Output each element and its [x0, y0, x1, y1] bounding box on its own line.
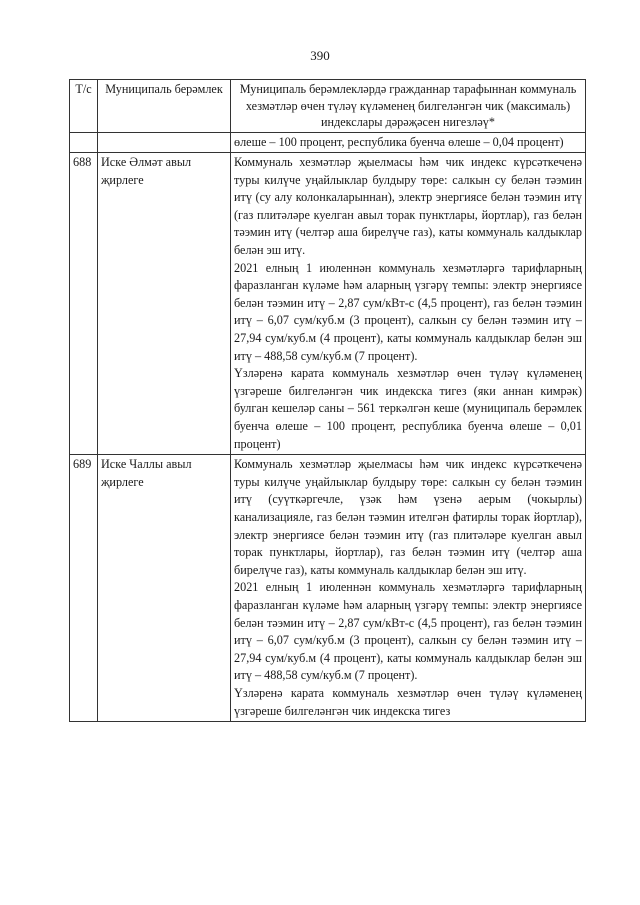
row-number: [70, 132, 98, 153]
paragraph: Үзләренә карата коммуналь хезмәтләр өчен түләү күләменең үзгәреше билгеләнгән чик индекска тигез: [234, 685, 582, 718]
row-municipality: [98, 132, 231, 153]
paragraph: Коммуналь хезмәтләр җыелмасы һәм чик индекс күрсәткеченә туры килүче уңайлыклар булдыру төре: салкын су белән тәэмин итү (суүткәргечле, үзәк һәм үзенә аерым (чокырлы) канализацияле, газ белән тәэмин ителгән фатирлы торак йортлар), электр энергиясе белән тәэмин итү (газ плитәләре куелган авыл торак пунктлары, йортлар), газ белән тәэмин итү (челтәр аша бирелүче газ), каты коммуналь калдыклар белән эш итү.: [234, 457, 582, 577]
row-municipality: Иске Әлмәт авыл җирлеге: [98, 153, 231, 455]
row-municipality: Иске Чаллы авыл җирлеге: [98, 455, 231, 722]
page-number: 390: [310, 48, 330, 63]
header-number: Т/с: [70, 80, 98, 133]
row-justification: [231, 132, 586, 153]
row-number: 689: [70, 455, 98, 722]
table-row: [70, 132, 586, 153]
paragraph: Үзләренә карата коммуналь хезмәтләр өчен түләү күләменең үзгәреше билгеләнгән чик индекска тигез (яки аннан кимрәк) булган кешеләр саны – 561 теркәлгән кеше (муниципаль берәмлек буенча өлеше – 100 процент, республика буенча өлеше – 0,01 процент): [234, 366, 582, 451]
table-row: [70, 153, 586, 455]
paragraph: өлеше – 100 процент, республика буенча өлеше – 0,04 процент): [234, 134, 564, 149]
paragraph: Коммуналь хезмәтләр җыелмасы һәм чик индекс күрсәткеченә туры килүче уңайлыклар булдыру төре: салкын су белән тәэмин итү (су алу колонкаларыннан), электр энергиясе белән тәэмин итү (газ плитәләре куелган авыл торак пунктлары, йортлар), газ белән тәэмин итү (челтәр аша бирелүче газ), каты коммуналь калдыклар белән эш итү.: [234, 155, 582, 258]
tariff-table: [69, 79, 586, 722]
table-header-row: [70, 80, 586, 133]
row-justification: [231, 153, 586, 455]
paragraph: 2021 елның 1 июленнән коммуналь хезмәтләргә тарифларның фаразланган күләме һәм аларның үзгәрү темпы: электр энергиясе белән тәэмин итү – 2,87 сум/кВт-с (4,5 процент), газ белән тәэмин итү – 6,07 сум/куб.м (3 процент), салкын су белән тәэмин итү – 27,94 сум/куб.м (4 процент), каты коммуналь калдыклар белән эш итү – 488,58 сум/куб.м (7 процент).: [234, 580, 582, 683]
header-justification: Муниципаль берәмлекләрдә гражданнар тарафыннан коммуналь хезмәтләр өчен түләү күләменең билгеләнгән чик (максималь) индекслары дәрәҗәсен нигезләү*: [231, 80, 586, 133]
table-row: [70, 455, 586, 722]
paragraph: 2021 елның 1 июленнән коммуналь хезмәтләргә тарифларның фаразланган күләме һәм аларның үзгәрү темпы: электр энергиясе белән тәэмин итү – 2,87 сум/кВт-с (4,5 процент), газ белән тәэмин итү – 6,07 сум/куб.м (3 процент), салкын су белән тәэмин итү – 27,94 сум/куб.м (4 процент), каты коммуналь калдыклар белән эш итү – 488,58 сум/куб.м (7 процент).: [234, 260, 582, 363]
row-number: 688: [70, 153, 98, 455]
row-justification: [231, 455, 586, 722]
header-municipality: Муниципаль берәмлек: [98, 80, 231, 133]
